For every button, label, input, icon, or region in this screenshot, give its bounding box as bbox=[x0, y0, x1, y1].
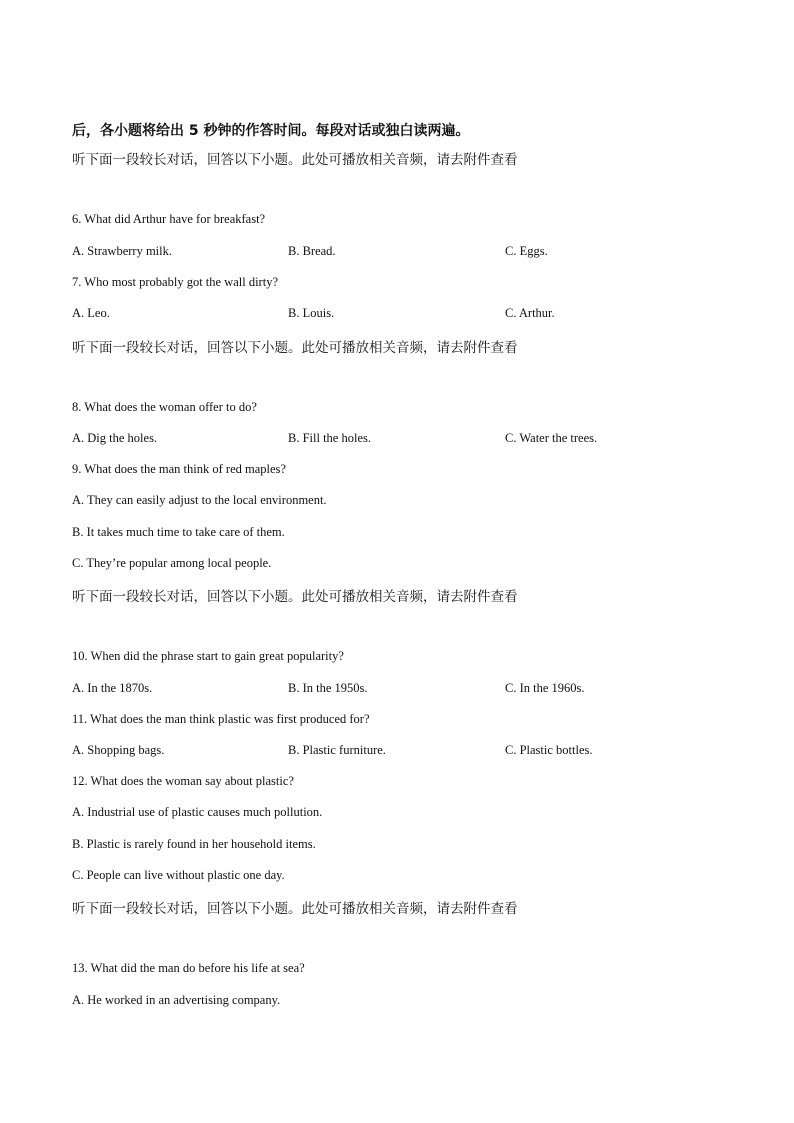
option-b: B. It takes much time to take care of them. bbox=[72, 525, 285, 539]
question-stem: 13. What did the man do before his life at sea? bbox=[72, 961, 305, 975]
option-c: C. People can live without plastic one day. bbox=[72, 868, 285, 882]
option-b: B. Fill the holes. bbox=[288, 431, 371, 445]
option-a: A. Industrial use of plastic causes much pollution. bbox=[72, 805, 323, 819]
option-b: B. Bread. bbox=[288, 244, 336, 258]
option-c: C. They’re popular among local people. bbox=[72, 556, 272, 570]
option-a: A. They can easily adjust to the local environment. bbox=[72, 493, 327, 507]
question-stem: 8. What does the woman offer to do? bbox=[72, 400, 257, 414]
option-a: A. In the 1870s. bbox=[72, 681, 153, 695]
listen-prompt: 听下面一段较长对话，回答以下小题。此处可播放相关音频，请去附件查看 bbox=[72, 589, 518, 605]
listen-prompt: 听下面一段较长对话，回答以下小题。此处可播放相关音频，请去附件查看 bbox=[72, 340, 518, 356]
listen-prompt: 听下面一段较长对话，回答以下小题。此处可播放相关音频，请去附件查看 bbox=[72, 152, 518, 168]
option-c: C. In the 1960s. bbox=[505, 681, 585, 695]
question-stem: 12. What does the woman say about plastic? bbox=[72, 774, 294, 788]
option-a: A. Shopping bags. bbox=[72, 743, 165, 757]
question-stem: 7. Who most probably got the wall dirty? bbox=[72, 275, 278, 289]
question-stem: 6. What did Arthur have for breakfast? bbox=[72, 212, 266, 226]
option-a: A. Leo. bbox=[72, 306, 110, 320]
option-c: C. Water the trees. bbox=[505, 431, 598, 445]
listen-prompt: 听下面一段较长对话，回答以下小题。此处可播放相关音频，请去附件查看 bbox=[72, 901, 518, 917]
question-stem: 11. What does the man think plastic was first produced for? bbox=[72, 712, 370, 726]
option-b: B. Plastic furniture. bbox=[288, 743, 386, 757]
option-a: A. Dig the holes. bbox=[72, 431, 158, 445]
question-stem: 9. What does the man think of red maples? bbox=[72, 462, 286, 476]
option-c: C. Plastic bottles. bbox=[505, 743, 593, 757]
option-a: A. Strawberry milk. bbox=[72, 244, 172, 258]
intro-line: 后，各小题将给出 5 秒钟的作答时间。每段对话或独白读两遍。 bbox=[72, 123, 470, 139]
option-b: B. In the 1950s. bbox=[288, 681, 368, 695]
option-a: A. He worked in an advertising company. bbox=[72, 993, 281, 1007]
option-b: B. Plastic is rarely found in her household items. bbox=[72, 837, 316, 851]
option-c: C. Eggs. bbox=[505, 244, 548, 258]
option-b: B. Louis. bbox=[288, 306, 335, 320]
option-c: C. Arthur. bbox=[505, 306, 555, 320]
question-stem: 10. When did the phrase start to gain great popularity? bbox=[72, 649, 344, 663]
